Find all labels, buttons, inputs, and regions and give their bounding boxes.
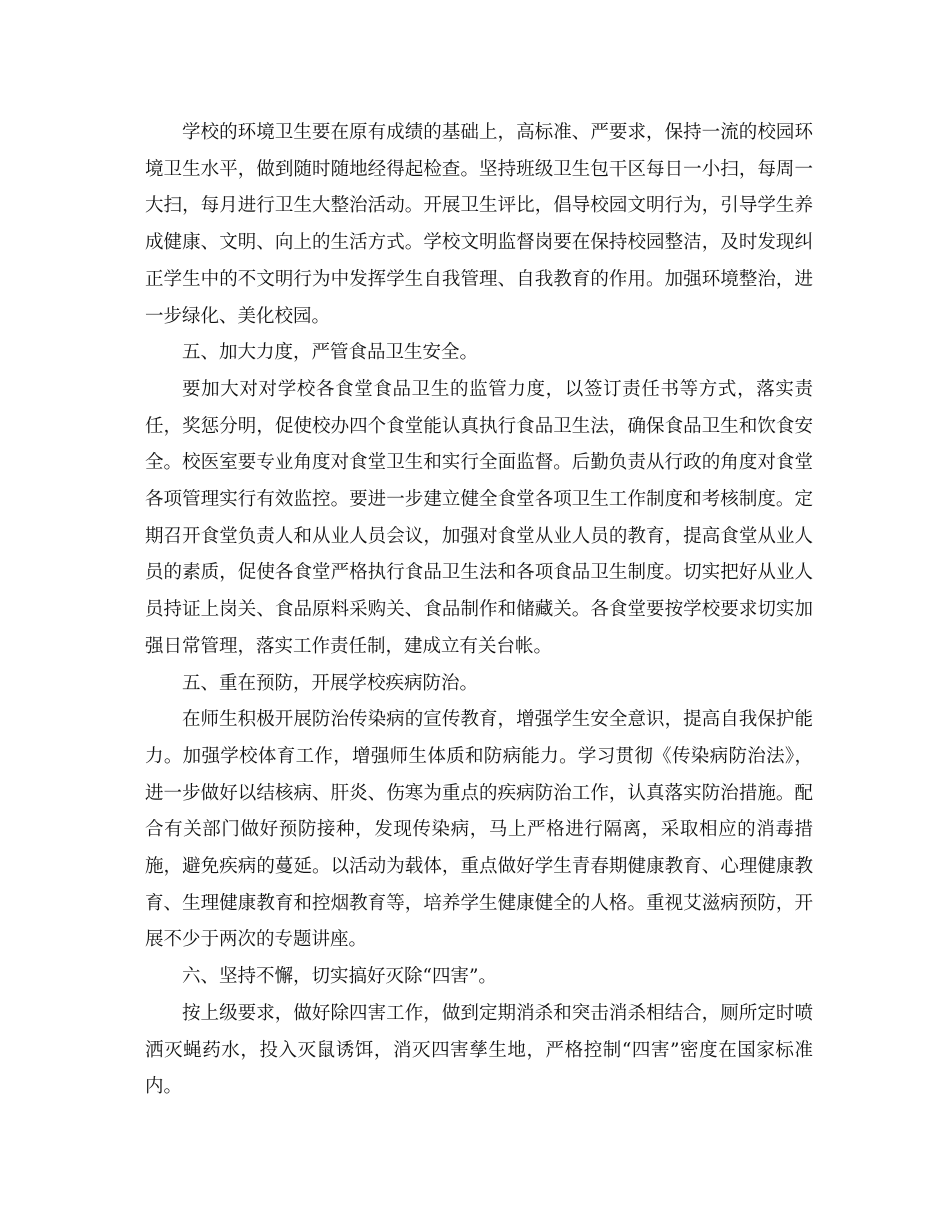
paragraph-environment-hygiene: 学校的环境卫生要在原有成绩的基础上，高标准、严要求，保持一流的校园环境卫生水平，做到随时随地经得起检查。坚持班级卫生包干区每日一小扫，每周一大扫，每月进行卫生大整治活动。开展卫生评比，倡导校园文明行为，引导学生养成健康、文明、向上的生活方式。学校文明监督岗要在保持校园整洁，及时发现纠正学生中的不文明行为中发挥学生自我管理、自我教育的作用。加强环境整治，进一步绿化、美化校园。 <box>145 122 813 327</box>
document-page <box>145 115 813 1106</box>
paragraph-food-safety: 要加大对对学校各食堂食品卫生的监管力度，以签订责任书等方式，落实责任，奖惩分明，促使校办四个食堂能认真执行食品卫生法，确保食品卫生和饮食安全。校医室要专业角度对食堂卫生和实行全面监督。后勤负责从行政的角度对食堂各项管理实行有效监控。要进一步建立健全食堂各项卫生工作制度和考核制度。定期召开食堂负责人和从业人员会议，加强对食堂从业人员的教育，提高食堂从业人员的素质，促使各食堂严格执行食品卫生法和各项食品卫生制度。切实把好从业人员持证上岗关、食品原料采购关、食品制作和储藏关。各食堂要按学校要求切实加强日常管理，落实工作责任制，建成立有关台帐。 <box>145 378 813 657</box>
section-heading-four-pests: 六、坚持不懈，切实搞好灭除“四害”。 <box>182 966 497 988</box>
section-heading-disease-prevention: 五、重在预防，开展学校疾病防治。 <box>182 672 479 694</box>
paragraph-four-pests: 按上级要求，做好除四害工作，做到定期消杀和突击消杀相结合，厕所定时喷洒灭蝇药水，投入灭鼠诱饵，消灭四害孳生地，严格控制“四害”密度在国家标准内。 <box>145 1002 813 1098</box>
section-heading-food-safety: 五、加大力度，严管食品卫生安全。 <box>182 342 479 364</box>
paragraph-disease-prevention: 在师生积极开展防治传染病的宣传教育，增强学生安全意识，提高自我保护能力。加强学校体育工作，增强师生体质和防病能力。学习贯彻《传染病防治法》，进一步做好以结核病、肝炎、伤寒为重点的疾病防治工作，认真落实防治措施。配合有关部门做好预防接种，发现传染病，马上严格进行隔离，采取相应的消毒措施，避免疾病的蔓延。以活动为载体，重点做好学生青春期健康教育、心理健康教育、生理健康教育和控烟教育等，培养学生健康健全的人格。重视艾滋病预防，开展不少于两次的专题讲座。 <box>145 709 813 951</box>
